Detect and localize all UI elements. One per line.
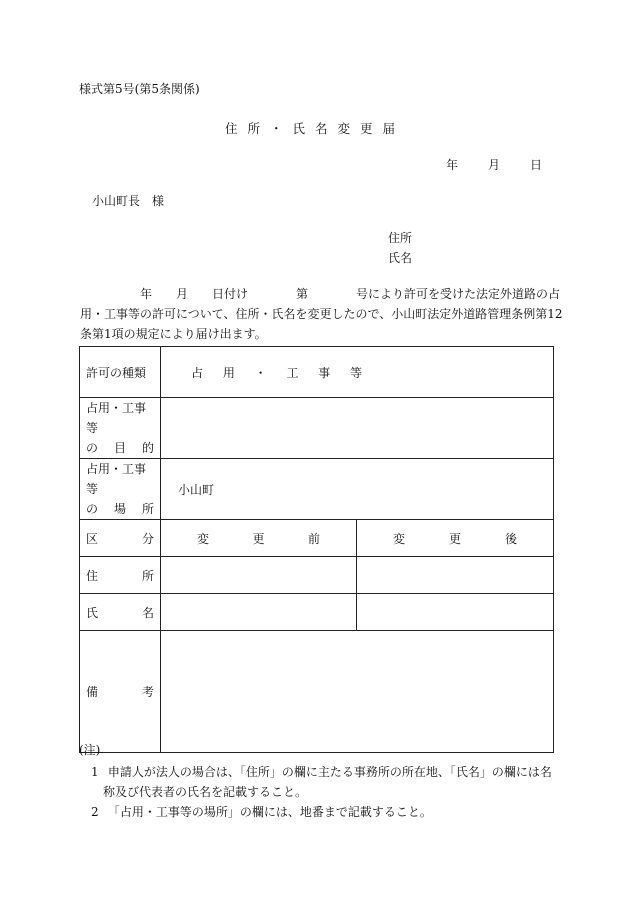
remarks-row — [80, 631, 554, 753]
declaration-line-2: 用・工事等の許可について、住所・氏名を変更したので、小山町法定外道路管理条例第12 — [80, 307, 563, 321]
purpose-value-field[interactable] — [161, 398, 554, 459]
before-label-char-2: 更 — [252, 531, 265, 546]
permit-type-row — [80, 347, 554, 398]
after-change-text — [357, 530, 553, 547]
after-label-char-1: 変 — [393, 531, 406, 546]
before-label-char-3: 前 — [307, 531, 320, 546]
address-row — [80, 557, 554, 594]
name-label-char-2: 名 — [141, 605, 154, 620]
purpose-label-char-1: の — [86, 441, 99, 455]
location-row — [80, 459, 554, 520]
name-row — [80, 594, 554, 631]
address-after-field[interactable] — [357, 557, 554, 594]
form-table — [79, 346, 554, 753]
remarks-field[interactable] — [161, 631, 554, 753]
date-line: 年 月 日 — [446, 158, 545, 172]
permit-type-label-span: 許可の種類 — [86, 365, 147, 380]
purpose-row — [80, 398, 554, 459]
remarks-label — [80, 631, 161, 753]
address-label-char-1: 住 — [86, 568, 99, 583]
declaration-line-1: 年 月 日付け 第 号により許可を受けた法定外道路の占 — [80, 287, 561, 301]
permit-type-label — [80, 347, 161, 398]
note-2-number: 2 — [91, 805, 99, 819]
after-label-char-3: 後 — [505, 531, 518, 546]
name-row-label — [80, 594, 161, 631]
category-label-char-1: 区 — [86, 531, 99, 546]
location-label-char-3: 所 — [141, 502, 154, 516]
location-value-field[interactable] — [161, 459, 554, 520]
note-1 — [91, 763, 552, 780]
location-label-line2 — [86, 499, 154, 519]
name-before-field[interactable] — [161, 594, 357, 631]
page-title: 住所・氏名変更届 — [224, 121, 405, 136]
purpose-label — [80, 398, 161, 459]
note-1-number: 1 — [91, 765, 99, 779]
permit-type-label-text — [86, 364, 154, 381]
notes-heading: (注) — [79, 743, 101, 757]
note-2-text: 「占用・工事等の場所」の欄には、地番まで記載すること。 — [107, 805, 432, 819]
before-change-header — [161, 520, 357, 557]
category-label-text — [86, 530, 154, 547]
after-change-header — [357, 520, 554, 557]
before-change-text — [161, 530, 356, 547]
note-1-line-1: 申請人が法人の場合は、「住所」の欄に主たる事務所の所在地、「氏名」の欄には名 — [107, 765, 552, 779]
declaration-text — [80, 284, 563, 344]
purpose-label-char-3: 的 — [141, 441, 154, 455]
remarks-label-char-1: 備 — [86, 685, 99, 699]
applicant-address-label: 住所 — [388, 231, 413, 245]
category-label-char-2: 分 — [141, 531, 154, 546]
location-label — [80, 459, 161, 520]
remarks-label-char-2: 考 — [141, 685, 154, 699]
name-label-char-1: 氏 — [86, 605, 99, 620]
address-before-field[interactable] — [161, 557, 357, 594]
remarks-label-text — [86, 683, 154, 700]
location-value-text: 小山町 — [178, 482, 215, 497]
note-2 — [91, 803, 432, 820]
form-number: 様式第5号(第5条関係) — [79, 82, 200, 96]
permit-type-value-text: 占 用 ・ 工 事 等 — [191, 365, 371, 380]
address-row-label — [80, 557, 161, 594]
category-label — [80, 520, 161, 557]
location-label-line1: 占用・工事等 — [86, 462, 147, 496]
location-label-char-1: の — [86, 502, 99, 516]
name-row-label-text — [86, 604, 154, 621]
name-after-field[interactable] — [357, 594, 554, 631]
location-label-char-2: 場 — [113, 502, 126, 516]
note-1-line-2: 称及び代表者の氏名を記載すること。 — [103, 785, 308, 799]
declaration-line-3: 条第1項の規定により届け出ます。 — [80, 327, 267, 341]
address-row-label-text — [86, 567, 154, 584]
purpose-label-char-2: 目 — [113, 441, 126, 455]
after-label-char-2: 更 — [449, 531, 462, 546]
address-label-char-2: 所 — [141, 568, 154, 583]
before-label-char-1: 変 — [197, 531, 210, 546]
addressee: 小山町長 様 — [92, 194, 165, 208]
category-header-row — [80, 520, 554, 557]
permit-type-value — [161, 347, 554, 398]
purpose-label-line1: 占用・工事等 — [86, 401, 147, 435]
purpose-label-line2 — [86, 438, 154, 458]
applicant-name-label: 氏名 — [388, 251, 413, 265]
